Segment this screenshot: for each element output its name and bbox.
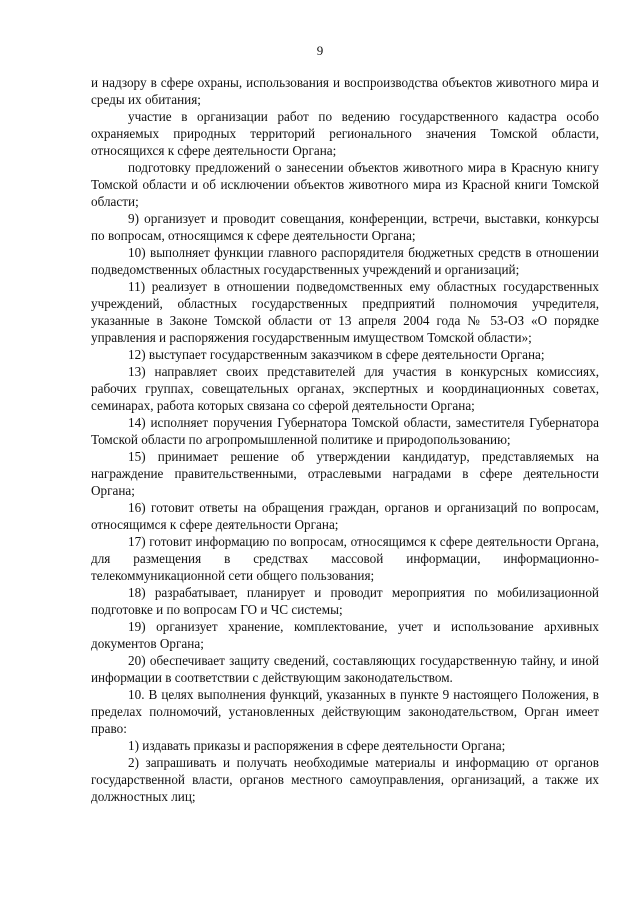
paragraph: 14) исполняет поручения Губернатора Томской области, заместителя Губернатора Томской области по агропромышленной политике и природопользованию; <box>91 415 599 447</box>
paragraph: 13) направляет своих представителей для участия в конкурсных комиссиях, рабочих группах, совещательных органах, экспертных и координационных советах, семинарах, работа которых связана со сферой деятельности Органа; <box>91 364 599 413</box>
paragraph: 10. В целях выполнения функций, указанных в пункте 9 настоящего Положения, в пределах полномочий, установленных действующим законодательством, Орган имеет право: <box>91 687 599 736</box>
paragraph: и надзору в сфере охраны, использования и воспроизводства объектов животного мира и среды их обитания; <box>91 75 599 107</box>
paragraph: подготовку предложений о занесении объектов животного мира в Красную книгу Томской области и об исключении объектов животного мира из Красной книги Томской области; <box>91 160 599 209</box>
document-body <box>91 74 599 805</box>
paragraph: 9) организует и проводит совещания, конференции, встречи, выставки, конкурсы по вопросам, относящимся к сфере деятельности Органа; <box>91 211 599 243</box>
paragraph: участие в организации работ по ведению государственного кадастра особо охраняемых природных территорий регионального значения Томской области, относящихся к сфере деятельности Органа; <box>91 109 599 158</box>
paragraph: 18) разрабатывает, планирует и проводит мероприятия по мобилизационной подготовке и по вопросам ГО и ЧС системы; <box>91 585 599 617</box>
paragraph: 2) запрашивать и получать необходимые материалы и информацию от органов государственной власти, органов местного самоуправления, организаций, а также их должностных лиц; <box>91 755 599 804</box>
page-number: 9 <box>316 43 324 58</box>
paragraph: 10) выполняет функции главного распорядителя бюджетных средств в отношении подведомственных областных государственных учреждений и организаций; <box>91 245 599 277</box>
paragraph: 11) реализует в отношении подведомственных ему областных государственных учреждений, областных государственных предприятий полномочия учредителя, указанные в Законе Томской области от 13 апреля 2004 года № 53-ОЗ «О порядке управления и распоряжения государственным имуществом Томской области»; <box>91 279 599 345</box>
paragraph: 20) обеспечивает защиту сведений, составляющих государственную тайну, и иной информации в соответствии с действующим законодательством. <box>91 653 599 685</box>
paragraph: 16) готовит ответы на обращения граждан, органов и организаций по вопросам, относящимся к сфере деятельности Органа; <box>91 500 599 532</box>
paragraph: 19) организует хранение, комплектование, учет и использование архивных документов Органа; <box>91 619 599 651</box>
paragraph: 17) готовит информацию по вопросам, относящимся к сфере деятельности Органа, для размещения в средствах массовой информации, информационно-телекоммуникационной сети общего пользования; <box>91 534 599 583</box>
paragraph: 1) издавать приказы и распоряжения в сфере деятельности Органа; <box>128 738 506 753</box>
paragraph: 12) выступает государственным заказчиком в сфере деятельности Органа; <box>128 347 545 362</box>
paragraph: 15) принимает решение об утверждении кандидатур, представляемых на награждение правительственными, отраслевыми наградами в сфере деятельности Органа; <box>91 449 599 498</box>
